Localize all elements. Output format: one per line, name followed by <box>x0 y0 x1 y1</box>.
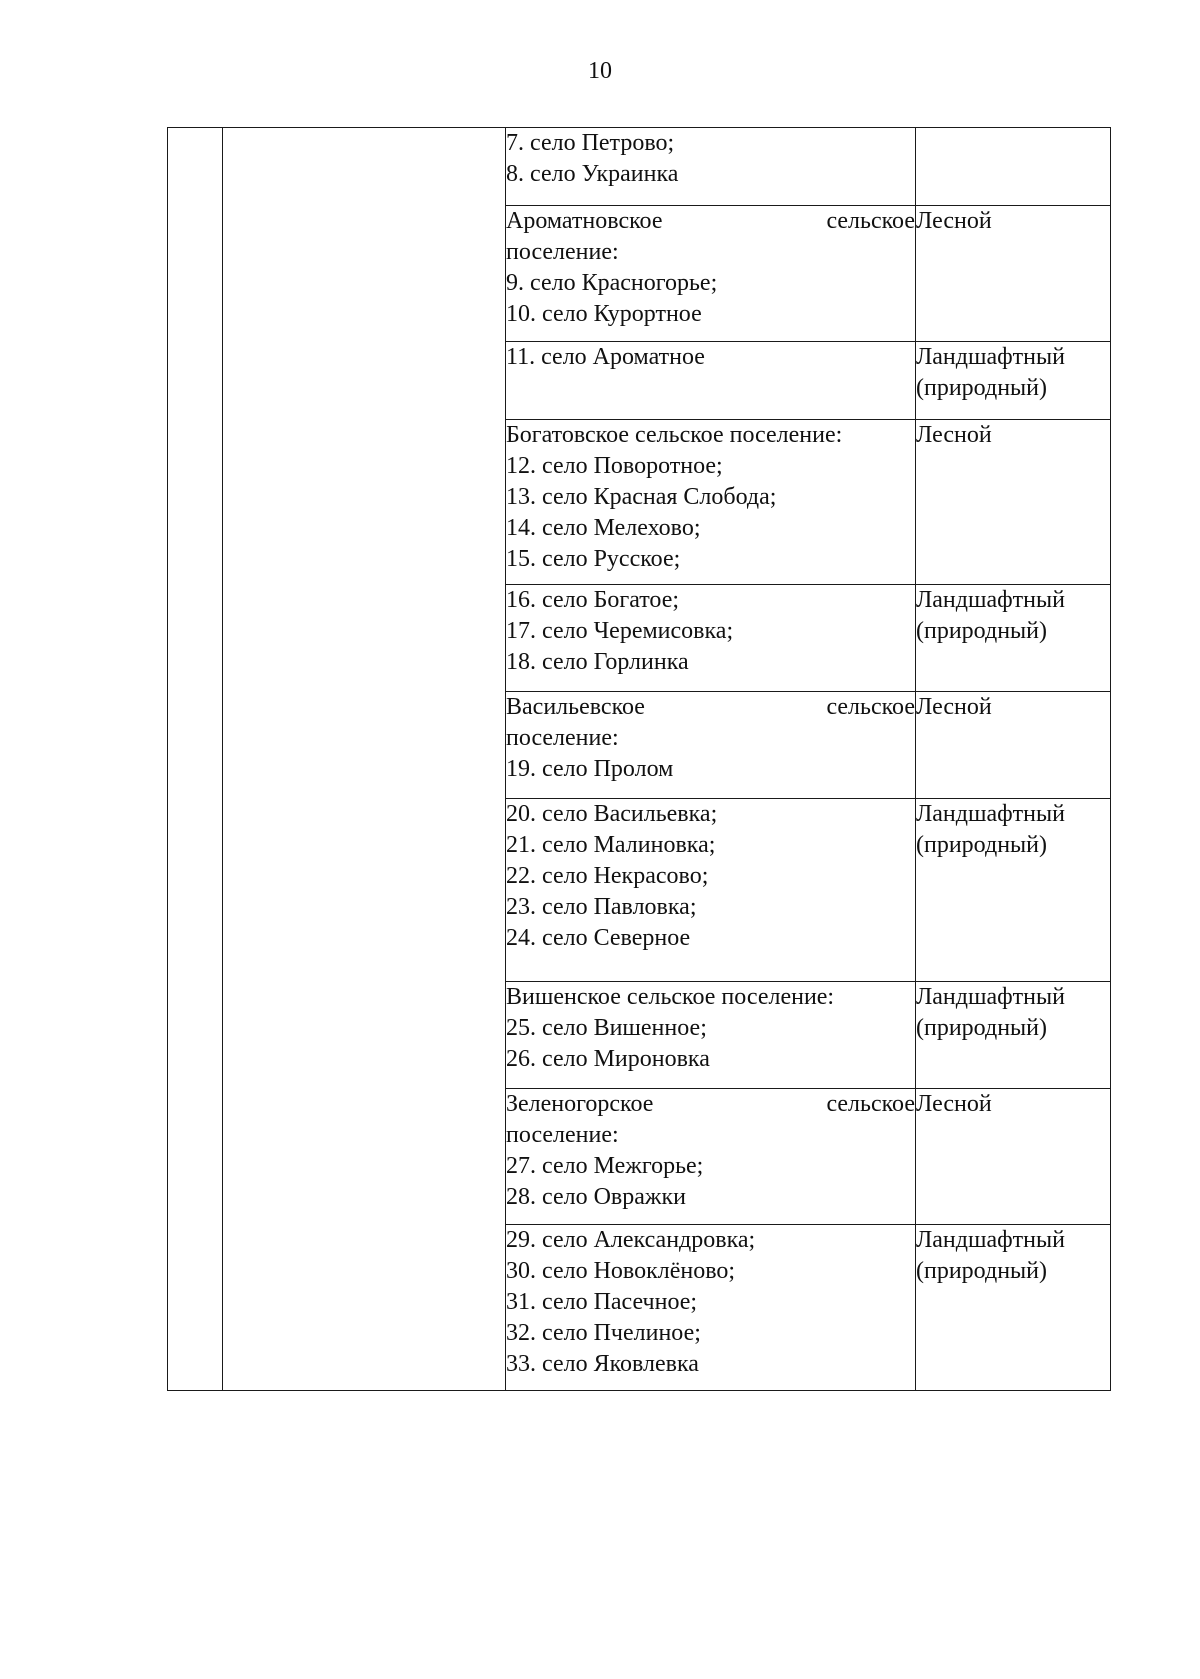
place-line: 11. село Ароматное <box>506 344 705 370</box>
type-line: Ландшафтный <box>916 587 1065 613</box>
empty-number-cell <box>168 128 223 1391</box>
places-cell <box>506 206 916 342</box>
type-cell <box>916 585 1111 692</box>
settlement-heading <box>506 692 915 723</box>
type-line: Лесной <box>916 694 992 720</box>
settlements-table <box>167 127 1111 1391</box>
places-cell <box>506 420 916 585</box>
place-line: 31. село Пасечное; <box>506 1289 698 1315</box>
type-line: (природный) <box>916 832 1048 858</box>
place-line: 7. село Петрово; <box>506 130 675 156</box>
type-cell <box>916 692 1111 799</box>
place-line: 29. село Александровка; <box>506 1227 756 1253</box>
place-line: 13. село Красная Слобода; <box>506 484 777 510</box>
place-line: поселение: <box>506 239 619 265</box>
place-line: поселение: <box>506 1122 619 1148</box>
type-line: Ландшафтный <box>916 984 1065 1010</box>
heading-word: Васильевское <box>506 694 645 720</box>
places-cell <box>506 1225 916 1391</box>
table-row <box>168 128 1111 206</box>
settlement-heading <box>506 206 915 237</box>
type-cell <box>916 1089 1111 1225</box>
place-line: 16. село Богатое; <box>506 587 680 613</box>
settlement-heading <box>506 1089 915 1120</box>
place-line: Вишенское сельское поселение: <box>506 984 835 1010</box>
place-line: 10. село Курортное <box>506 301 702 327</box>
places-cell <box>506 128 916 206</box>
places-cell <box>506 1089 916 1225</box>
type-cell <box>916 1225 1111 1391</box>
type-line: (природный) <box>916 1258 1048 1284</box>
type-cell <box>916 982 1111 1089</box>
type-line: Ландшафтный <box>916 1227 1065 1253</box>
heading-word: сельское <box>826 208 915 234</box>
type-cell <box>916 206 1111 342</box>
places-cell <box>506 342 916 420</box>
place-line: 24. село Северное <box>506 925 691 951</box>
place-line: 17. село Черемисовка; <box>506 618 734 644</box>
place-line: 28. село Овражки <box>506 1184 686 1210</box>
type-cell <box>916 342 1111 420</box>
type-line: Лесной <box>916 208 992 234</box>
place-line: поселение: <box>506 725 619 751</box>
place-line: 33. село Яковлевка <box>506 1351 699 1377</box>
place-line: 22. село Некрасово; <box>506 863 709 889</box>
type-cell <box>916 420 1111 585</box>
places-cell <box>506 799 916 982</box>
places-cell <box>506 692 916 799</box>
place-line: 8. село Украинка <box>506 161 679 187</box>
place-line: 18. село Горлинка <box>506 649 689 675</box>
type-line: (природный) <box>916 1015 1048 1041</box>
place-line: Богатовское сельское поселение: <box>506 422 843 448</box>
place-line: 26. село Мироновка <box>506 1046 710 1072</box>
heading-word: сельское <box>826 694 915 720</box>
table-body <box>168 128 1111 1391</box>
type-cell <box>916 128 1111 206</box>
type-line: Лесной <box>916 422 992 448</box>
heading-word: сельское <box>826 1091 915 1117</box>
places-cell <box>506 982 916 1089</box>
type-line: (природный) <box>916 618 1048 644</box>
place-line: 30. село Новоклёново; <box>506 1258 736 1284</box>
place-line: 20. село Васильевка; <box>506 801 718 827</box>
page-number: 10 <box>588 58 612 84</box>
type-cell <box>916 799 1111 982</box>
place-line: 25. село Вишенное; <box>506 1015 707 1041</box>
heading-word: Зеленогорское <box>506 1091 654 1117</box>
place-line: 27. село Межгорье; <box>506 1153 704 1179</box>
place-line: 32. село Пчелиное; <box>506 1320 701 1346</box>
type-line: Ландшафтный <box>916 801 1065 827</box>
place-line: 19. село Пролом <box>506 756 674 782</box>
empty-district-cell <box>223 128 506 1391</box>
place-line: 21. село Малиновка; <box>506 832 716 858</box>
type-line: (природный) <box>916 375 1048 401</box>
type-line: Лесной <box>916 1091 992 1117</box>
place-line: 12. село Поворотное; <box>506 453 723 479</box>
place-line: 9. село Красногорье; <box>506 270 718 296</box>
place-line: 23. село Павловка; <box>506 894 697 920</box>
places-cell <box>506 585 916 692</box>
place-line: 14. село Мелехово; <box>506 515 701 541</box>
heading-word: Ароматновское <box>506 208 663 234</box>
place-line: 15. село Русское; <box>506 546 681 572</box>
type-line: Ландшафтный <box>916 344 1065 370</box>
